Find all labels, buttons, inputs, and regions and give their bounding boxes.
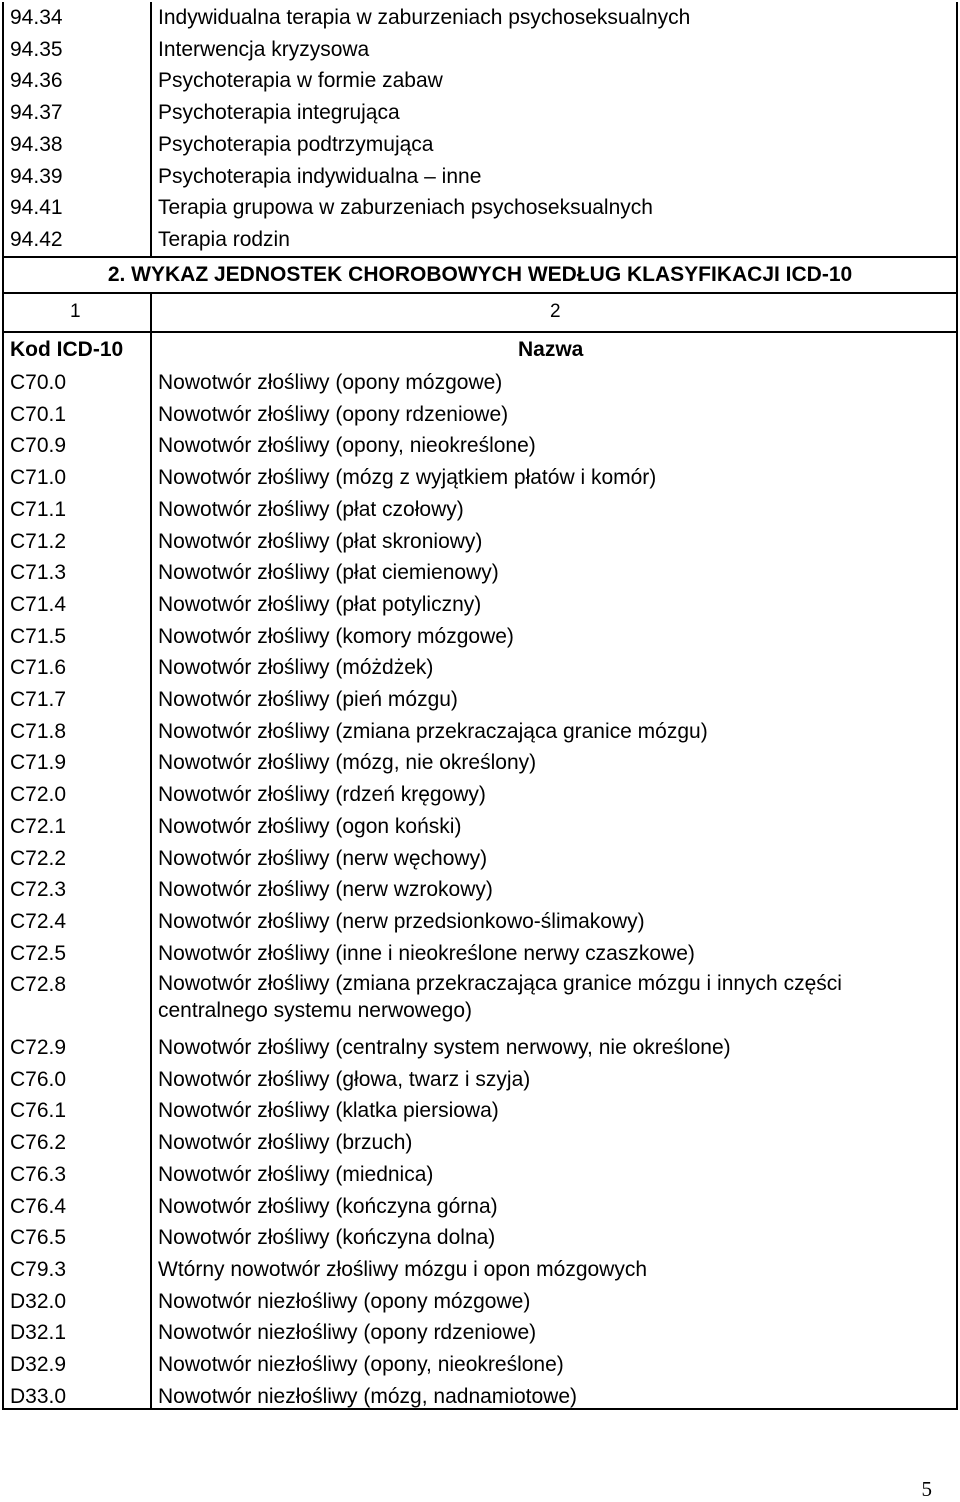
row-name: Nowotwór złośliwy (mózg z wyjątkiem płatów i komór) (158, 466, 657, 490)
row-name: Psychoterapia indywidualna – inne (158, 164, 482, 188)
row-name: Nowotwór złośliwy (zmiana przekraczająca granice mózgu i innych części centralnego systemu nerwowego) (158, 972, 842, 1023)
row-name: Interwencja kryzysowa (158, 37, 370, 61)
row-name: Nowotwór złośliwy (nerw węchowy) (158, 846, 488, 870)
row-code: 94.39 (10, 164, 63, 188)
row-code: C76.2 (10, 1131, 67, 1155)
row-name: Nowotwór złośliwy (płat potyliczny) (158, 592, 482, 616)
row-name: Indywidualna terapia w zaburzeniach psychoseksualnych (158, 6, 691, 29)
row-name: Nowotwór złośliwy (opony, nieokreślone) (158, 434, 536, 458)
row-code: C76.0 (10, 1067, 67, 1091)
row-code: 94.42 (10, 227, 63, 251)
row-name: Nowotwór złośliwy (rdzeń kręgowy) (158, 783, 486, 807)
row-code: C71.3 (10, 561, 67, 585)
row-code: C71.2 (10, 529, 67, 553)
row-code: C71.7 (10, 688, 67, 711)
row-code: 94.41 (10, 196, 63, 220)
row-code: C72.9 (10, 1036, 67, 1059)
row-name: Nowotwór złośliwy (centralny system nerwowy, nie określone) (158, 1036, 731, 1059)
column-number-1: 1 (70, 301, 81, 322)
row-name: Nowotwór złośliwy (brzuch) (158, 1131, 413, 1155)
row-code: 94.34 (10, 6, 63, 29)
row-code: C70.9 (10, 434, 67, 458)
row-code: D32.9 (10, 1353, 67, 1376)
row-name: Nowotwór złośliwy (nerw wzrokowy) (158, 878, 493, 902)
row-name: Nowotwór złośliwy (mózg, nie określony) (158, 751, 537, 775)
row-name: Psychoterapia integrująca (158, 101, 400, 125)
row-name: Wtórny nowotwór złośliwy mózgu i opon mózgowych (158, 1257, 648, 1281)
row-name: Nowotwór niezłośliwy (mózg, nadnamiotowe) (158, 1384, 577, 1408)
row-code: 94.35 (10, 37, 63, 61)
row-code: C72.8 (10, 973, 67, 997)
page-number: 5 (921, 1477, 932, 1501)
row-name: Psychoterapia podtrzymująca (158, 132, 434, 156)
row-code: C71.4 (10, 592, 67, 616)
row-code: C76.5 (10, 1226, 67, 1250)
row-code: C72.3 (10, 878, 67, 902)
row-code: C72.4 (10, 909, 67, 933)
row-code: C79.3 (10, 1257, 67, 1281)
section-title: 2. WYKAZ JEDNOSTEK CHOROBOWYCH WEDŁUG KLASYFIKACJI ICD-10 (107, 263, 853, 286)
row-name: Nowotwór złośliwy (inne i nieokreślone nerwy czaszkowe) (158, 941, 695, 965)
row-code: 94.36 (10, 69, 63, 93)
row-name: Nowotwór niezłośliwy (opony, nieokreślone) (158, 1353, 564, 1376)
row-name: Nowotwór złośliwy (móżdżek) (158, 656, 434, 680)
row-name: Terapia grupowa w zaburzeniach psychoseksualnych (158, 196, 653, 220)
row-code: D33.0 (10, 1384, 67, 1408)
row-name: Nowotwór złośliwy (nerw przedsionkowo-ślimakowy) (158, 909, 645, 933)
row-name: Nowotwór złośliwy (zmiana przekraczająca granice mózgu) (158, 719, 708, 743)
row-name: Nowotwór złośliwy (kończyna górna) (158, 1194, 498, 1218)
row-code: C71.1 (10, 497, 67, 521)
header-divider (2, 331, 958, 333)
row-code: C76.4 (10, 1194, 67, 1218)
column-number-2: 2 (550, 301, 561, 322)
row-code: C76.1 (10, 1099, 67, 1123)
row-name: Nowotwór niezłośliwy (opony mózgowe) (158, 1289, 531, 1313)
row-code: C71.6 (10, 656, 67, 680)
column-header-name: Nazwa (518, 338, 584, 361)
row-code: D32.0 (10, 1289, 67, 1313)
row-name: Terapia rodzin (158, 227, 290, 251)
row-code: 94.37 (10, 101, 63, 125)
row-name: Nowotwór złośliwy (kończyna dolna) (158, 1226, 496, 1250)
row-name: Nowotwór złośliwy (opony mózgowe) (158, 371, 503, 394)
row-code: C71.8 (10, 719, 67, 743)
row-code: 94.38 (10, 132, 63, 156)
row-name: Nowotwór złośliwy (pień mózgu) (158, 688, 458, 711)
row-name: Nowotwór złośliwy (opony rdzeniowe) (158, 402, 509, 426)
row-name: Nowotwór złośliwy (klatka piersiowa) (158, 1099, 499, 1123)
row-name: Psychoterapia w formie zabaw (158, 69, 443, 93)
row-code: C76.3 (10, 1162, 67, 1186)
row-code: C72.2 (10, 846, 67, 870)
row-name: Nowotwór złośliwy (płat skroniowy) (158, 529, 483, 553)
row-name: Nowotwór niezłośliwy (opony rdzeniowe) (158, 1321, 537, 1345)
row-name: Nowotwór złośliwy (komory mózgowe) (158, 624, 514, 648)
column-divider (150, 2, 152, 256)
row-name: Nowotwór złośliwy (ogon koński) (158, 814, 462, 838)
row-code: C72.0 (10, 783, 67, 807)
row-code: C72.1 (10, 814, 67, 838)
row-code: C70.0 (10, 371, 67, 394)
row-name: Nowotwór złośliwy (głowa, twarz i szyja) (158, 1067, 531, 1091)
row-code: C71.5 (10, 624, 67, 648)
row-code: C72.5 (10, 941, 67, 965)
row-name: Nowotwór złośliwy (miednica) (158, 1162, 434, 1186)
column-divider (150, 294, 152, 1408)
row-code: D32.1 (10, 1321, 67, 1345)
row-code: C71.9 (10, 751, 67, 775)
column-header-code: Kod ICD-10 (10, 338, 124, 361)
row-name: Nowotwór złośliwy (płat ciemienowy) (158, 561, 499, 585)
row-name: Nowotwór złośliwy (płat czołowy) (158, 497, 464, 521)
row-code: C70.1 (10, 402, 67, 426)
row-code: C71.0 (10, 466, 67, 490)
